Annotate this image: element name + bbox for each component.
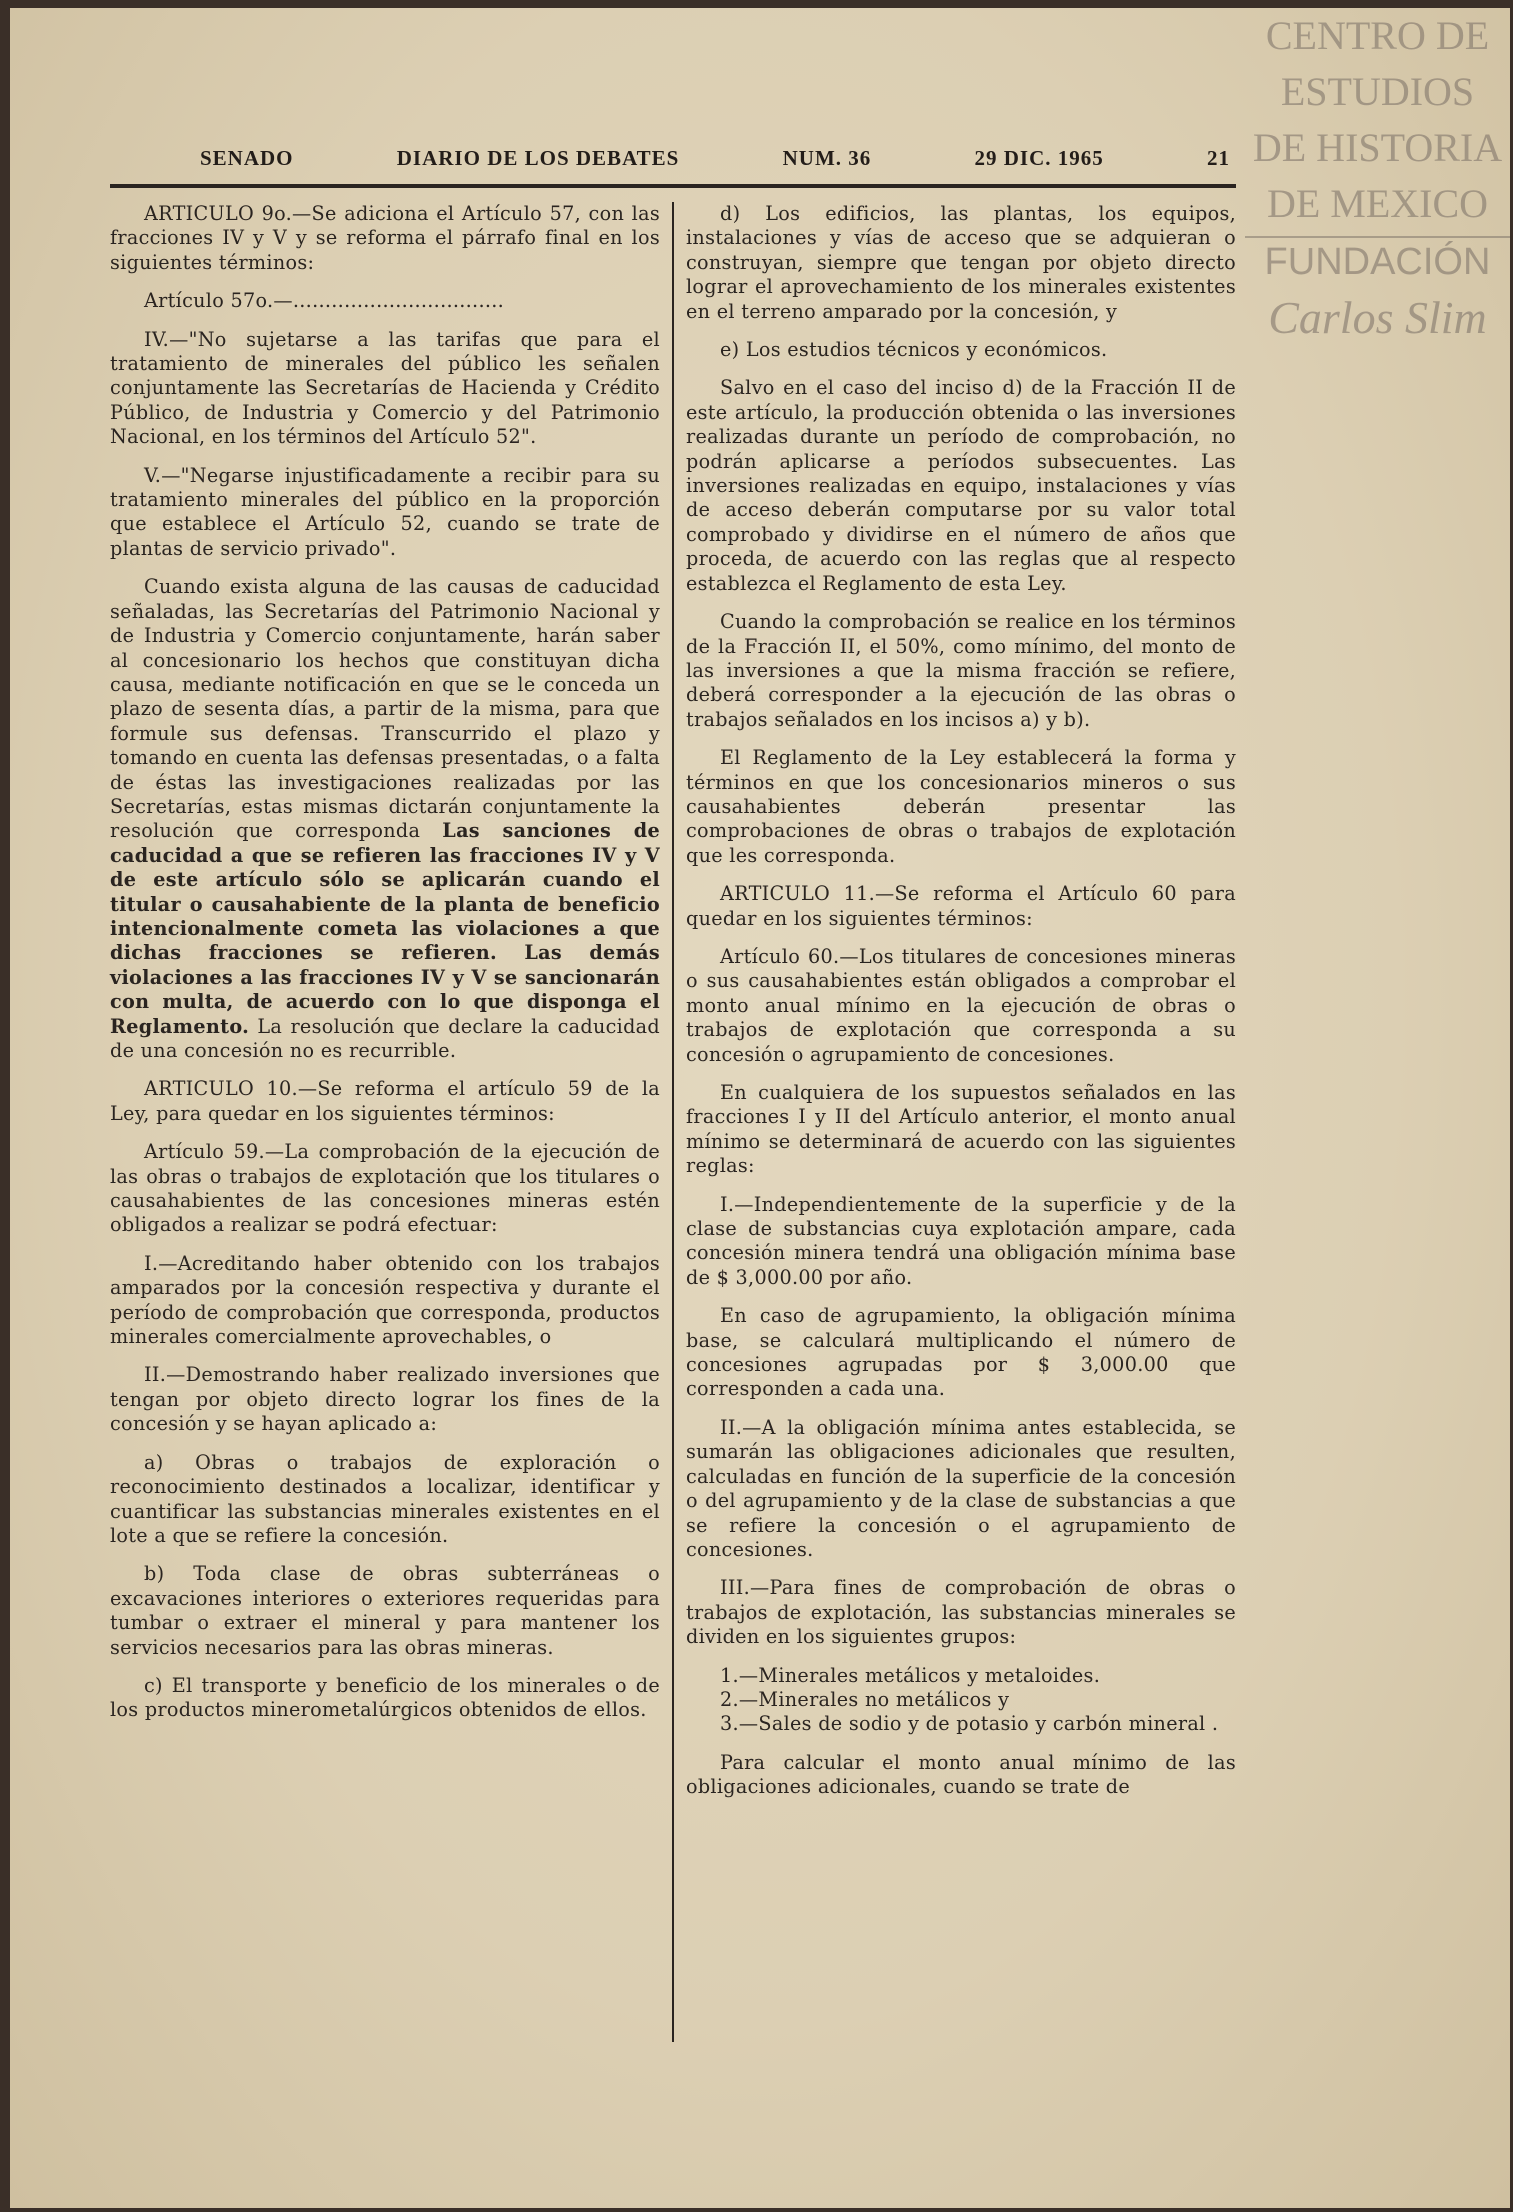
list-item: 3.—Sales de sodio y de potasio y carbón mineral .: [720, 1712, 1219, 1736]
header-page-number: 21: [1207, 146, 1230, 170]
header-date: 29 DIC. 1965: [974, 146, 1104, 170]
paragraph: I.—Acreditando haber obtenido con los trabajos amparados por la concesión respectiva y durante el período de comprobación que corresponda, productos minerales comercialmente aprovechables, o: [110, 1251, 660, 1349]
document-page: [10, 8, 1510, 2208]
header-rule: [110, 184, 1236, 188]
header-chamber: SENADO: [200, 146, 294, 170]
header-publication: DIARIO DE LOS DEBATES: [396, 146, 680, 170]
paragraph: a) Obras o trabajos de exploración o reconocimiento destinados a localizar, identificar y cuantificar las substancias minerales existentes en el lote a que se refiere la concesión.: [110, 1450, 660, 1547]
bold-text: Las sanciones de caducidad a que se refieren las fracciones IV y V de este artículo sólo se aplicarán cuando el titular o causahabiente de la planta de beneficio intencionalmente cometa las violaciones a que dichas fracciones se refieren. Las demás violaciones a las fracciones IV y V se sancionarán con multa, de acuerdo con lo que disponga el Reglamento.: [110, 819, 660, 1038]
page-header: [200, 146, 1230, 171]
paragraph: ARTICULO 9o.—Se adiciona el Artículo 57, con las fracciones IV y V y se reforma el párrafo final en los siguientes términos:: [110, 202, 660, 274]
column-divider: [672, 202, 674, 2042]
watermark-logo: [1245, 8, 1510, 346]
watermark-fundacion: FUNDACIÓN: [1264, 241, 1491, 283]
watermark-line: ESTUDIOS: [1280, 69, 1475, 114]
paragraph: Artículo 57o.—.................................: [144, 289, 505, 313]
paragraph: Salvo en el caso del inciso d) de la Fracción II de este artículo, la producción obtenida o las inversiones realizadas durante un período de comprobación, no podrán aplicarse a períodos subsecuentes. Las inversiones realizadas en equipo, instalaciones y vías de acceso deberán computarse por su valor total comprobado y dividirse en el número de años que proceda, de acuerdo con las reglas que al respecto establezca el Reglamento de esta Ley.: [686, 376, 1236, 595]
paragraph: [110, 575, 660, 1063]
watermark-line: DE MEXICO: [1266, 181, 1489, 226]
text: Cuando exista alguna de las causas de caducidad señaladas, las Secretarías del Patrimonio Nacional y de Industria y Comercio conjuntamente, harán saber al concesionario los hechos que constituyan dicha causa, mediante notificación en que se le conceda un plazo de sesenta días, a partir de la misma, para que formule sus defensas. Transcurrido el plazo y tomando en cuenta las defensas presentadas, o a falta de éstas las investigaciones realizadas por las Secretarías, estas mismas dictarán conjuntamente la resolución que corresponda: [110, 575, 660, 843]
paragraph: V.—"Negarse injustificadamente a recibir para su tratamiento minerales del público en la proporción que establece el Artículo 52, cuando se trate de plantas de servicio privado".: [110, 463, 660, 560]
list-item: 2.—Minerales no metálicos y: [720, 1687, 1010, 1711]
watermark-line: DE HISTORIA: [1252, 125, 1503, 170]
paragraph: ARTICULO 10.—Se reforma el artículo 59 de la Ley, para quedar en los siguientes términos:: [110, 1077, 660, 1125]
paragraph: Cuando la comprobación se realice en los términos de la Fracción II, el 50%, como mínimo, del monto de las inversiones a que la misma fracción se refiere, deberá corresponder a la ejecución de las obras o trabajos señalados en los incisos a) y b).: [686, 610, 1236, 731]
paragraph: El Reglamento de la Ley establecerá la forma y términos en que los concesionarios mineros o sus causahabientes deberán presentar las comprobaciones de obras o trabajos de explotación que les corresponda.: [686, 746, 1236, 867]
paragraph: b) Toda clase de obras subterráneas o excavaciones interiores o exteriores requeridas para tumbar o extraer el mineral y para mantener los servicios necesarios para las obras mineras.: [110, 1562, 660, 1659]
header-issue: NUM. 36: [782, 146, 872, 170]
paragraph: d) Los edificios, las plantas, los equipos, instalaciones y vías de acceso que se adquieran o construyan, siempre que tengan por objeto directo lograr el aprovechamiento de los minerales existentes en el terreno amparado por la concesión, y: [686, 202, 1236, 323]
paragraph: IV.—"No sujetarse a las tarifas que para el tratamiento de minerales del público les señalen conjuntamente las Secretarías de Hacienda y Crédito Público, de Industria y Comercio y del Patrimonio Nacional, en los términos del Artículo 52".: [110, 327, 660, 449]
watermark-rule: [1245, 236, 1510, 238]
text: La resolución que declare la caducidad de una concesión no es recurrible.: [110, 1014, 660, 1062]
paragraph: En caso de agrupamiento, la obligación mínima base, se calculará multiplicando el número de concesiones agrupadas por $ 3,000.00 que corresponden a cada una.: [686, 1304, 1236, 1401]
paragraph: Artículo 59.—La comprobación de la ejecución de las obras o trabajos de explotación que los titulares o causahabientes de las concesiones mineras estén obligados a realizar se podrá efectuar:: [110, 1140, 660, 1237]
paragraph: Artículo 60.—Los titulares de concesiones mineras o sus causahabientes están obligados a comprobar el monto anual mínimo en la ejecución de obras o trabajos de explotación que corresponda a su concesión o agrupamiento de concesiones.: [686, 944, 1236, 1066]
paragraph: ARTICULO 11.—Se reforma el Artículo 60 para quedar en los siguientes términos:: [686, 882, 1236, 930]
left-column: [110, 202, 660, 1737]
paragraph: En cualquiera de los supuestos señalados en las fracciones I y II del Artículo anterior, el monto anual mínimo se determinará de acuerdo con las siguientes reglas:: [686, 1081, 1236, 1178]
list-item: 1.—Minerales metálicos y metaloides.: [720, 1663, 1101, 1687]
watermark-signature: Carlos Slim: [1268, 292, 1487, 343]
paragraph: III.—Para fines de comprobación de obras o trabajos de explotación, las substancias minerales se dividen en los siguientes grupos:: [686, 1576, 1236, 1649]
paragraph: c) El transporte y beneficio de los minerales o de los productos minerometalúrgicos obtenidos de ellos.: [110, 1673, 660, 1722]
watermark-line: CENTRO DE: [1265, 13, 1490, 58]
paragraph: II.—A la obligación mínima antes establecida, se sumarán las obligaciones adicionales que resulten, calculadas en función de la superficie de la concesión o del agrupamiento y de la clase de substancias a que se refiere la concesión o el agrupamiento de concesiones.: [686, 1415, 1236, 1561]
right-column: [686, 202, 1236, 1814]
paragraph: I.—Independientemente de la superficie y de la clase de substancias cuya explotación ampare, cada concesión minera tendrá una obligación mínima base de $ 3,000.00 por año.: [686, 1192, 1236, 1289]
paragraph: Para calcular el monto anual mínimo de las obligaciones adicionales, cuando se trate de: [686, 1750, 1236, 1799]
paragraph: II.—Demostrando haber realizado inversiones que tengan por objeto directo lograr los fines de la concesión y se hayan aplicado a:: [110, 1363, 660, 1436]
paragraph: e) Los estudios técnicos y económicos.: [720, 338, 1108, 362]
